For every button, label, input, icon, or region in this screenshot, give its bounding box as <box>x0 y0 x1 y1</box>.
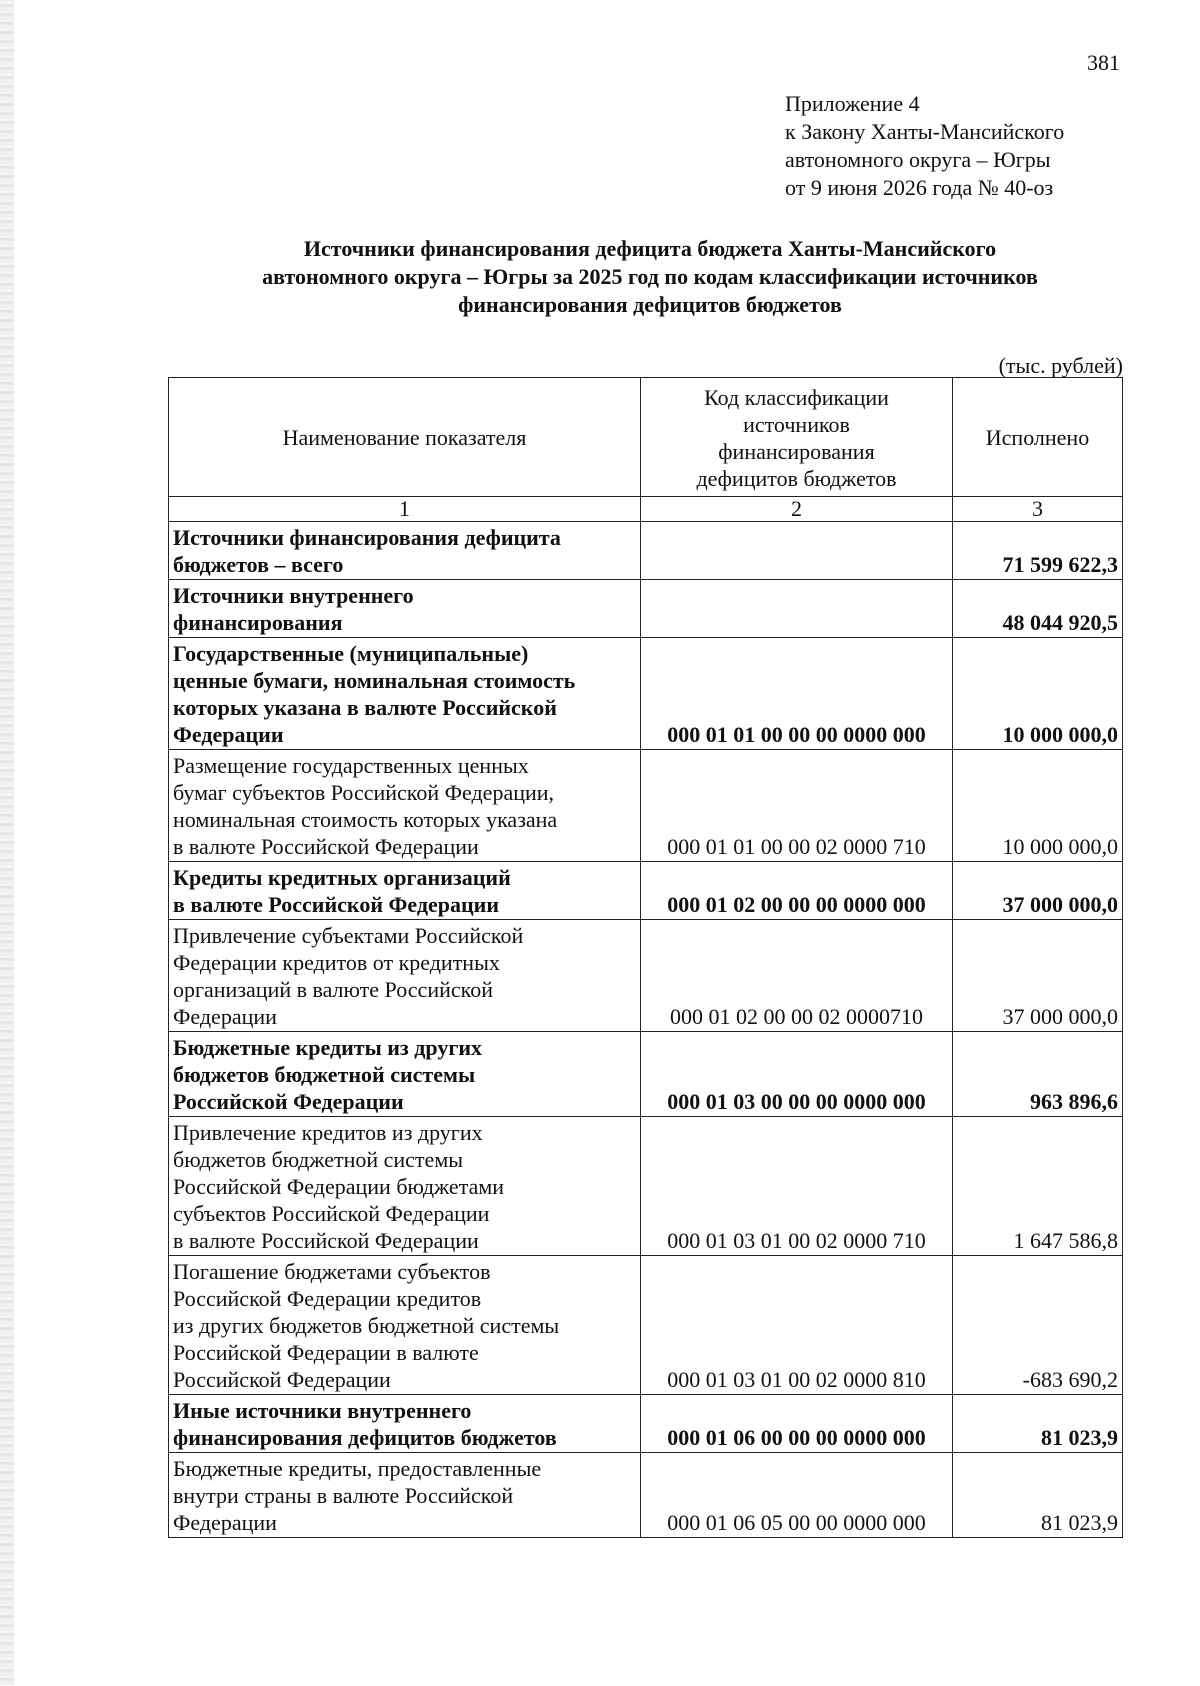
row-name-line: Привлечение кредитов из других <box>173 1120 483 1145</box>
row-value: 81 023,9 <box>953 1453 1123 1538</box>
column-number: 2 <box>641 497 953 522</box>
header-done: Исполнено <box>953 378 1123 497</box>
appendix-line: Приложение 4 <box>785 91 920 116</box>
row-name-line: бумаг субъектов Российской Федерации, <box>173 780 555 805</box>
row-name-line: Бюджетные кредиты, предоставленные <box>173 1456 542 1481</box>
document-title <box>170 235 1130 319</box>
row-name-line: Российской Федерации кредитов <box>173 1286 482 1311</box>
row-name <box>169 1395 641 1453</box>
row-name-line: Источники внутреннего <box>173 583 414 608</box>
header-code-line: финансирования <box>718 438 875 464</box>
row-name <box>169 750 641 862</box>
row-name-line: Российской Федерации <box>173 1367 391 1392</box>
row-name <box>169 862 641 920</box>
row-code: 000 01 02 00 00 00 0000 000 <box>641 862 953 920</box>
appendix-block <box>785 90 1165 202</box>
row-name-line: Размещение государственных ценных <box>173 753 529 778</box>
header-code <box>641 378 953 497</box>
row-name <box>169 580 641 638</box>
row-name-line: которых указана в валюте Российской <box>173 695 557 720</box>
row-name-line: Источники финансирования дефицита <box>173 525 561 550</box>
table-header-row <box>169 378 1123 497</box>
row-code: 000 01 06 05 00 00 0000 000 <box>641 1453 953 1538</box>
row-code: 000 01 03 01 00 02 0000 710 <box>641 1117 953 1256</box>
title-line: автономного округа – Югры за 2025 год по кодам классификации источников <box>262 264 1038 289</box>
row-name-line: финансирования дефицитов бюджетов <box>173 1425 557 1450</box>
units-label: (тыс. рублей) <box>998 353 1123 378</box>
row-value: 37 000 000,0 <box>953 862 1123 920</box>
appendix-line: к Закону Ханты-Мансийского <box>785 119 1065 144</box>
row-code: 000 01 01 00 00 02 0000 710 <box>641 750 953 862</box>
row-name <box>169 638 641 750</box>
page-number: 381 <box>1087 50 1120 75</box>
header-code-line: дефицитов бюджетов <box>696 465 897 491</box>
row-name <box>169 1453 641 1538</box>
column-number: 1 <box>169 497 641 522</box>
row-value: 963 896,6 <box>953 1032 1123 1117</box>
appendix-line: автономного округа – Югры <box>785 147 1051 172</box>
row-name-line: Федерации <box>173 1004 277 1029</box>
row-code <box>641 580 953 638</box>
row-name-line: Иные источники внутреннего <box>173 1398 472 1423</box>
row-code: 000 01 03 00 00 00 0000 000 <box>641 1032 953 1117</box>
row-name-line: Федерации <box>173 722 284 747</box>
column-number: 3 <box>953 497 1123 522</box>
column-number-row <box>169 497 1123 522</box>
table-row <box>169 1395 1123 1453</box>
row-name <box>169 920 641 1032</box>
row-value: 71 599 622,3 <box>953 522 1123 580</box>
row-name-line: Бюджетные кредиты из других <box>173 1035 483 1060</box>
row-code: 000 01 06 00 00 00 0000 000 <box>641 1395 953 1453</box>
row-name-line: финансирования <box>173 610 343 635</box>
row-name-line: бюджетов бюджетной системы <box>173 1147 464 1172</box>
row-code: 000 01 02 00 00 02 0000710 <box>641 920 953 1032</box>
header-code-line: источников <box>743 411 850 437</box>
row-value: 10 000 000,0 <box>953 750 1123 862</box>
row-value: 48 044 920,5 <box>953 580 1123 638</box>
row-name-line: внутри страны в валюте Российской <box>173 1483 514 1508</box>
table-row <box>169 750 1123 862</box>
row-value: 37 000 000,0 <box>953 920 1123 1032</box>
header-code-line: Код классификации <box>704 384 889 410</box>
row-name <box>169 1117 641 1256</box>
table-row <box>169 1117 1123 1256</box>
row-name <box>169 1256 641 1395</box>
table-row <box>169 920 1123 1032</box>
table-row <box>169 580 1123 638</box>
row-name-line: Погашение бюджетами субъектов <box>173 1259 491 1284</box>
table-row <box>169 638 1123 750</box>
table-row <box>169 522 1123 580</box>
row-name-line: в валюте Российской Федерации <box>173 1228 479 1253</box>
row-name-line: Привлечение субъектами Российской <box>173 923 524 948</box>
row-value: 81 023,9 <box>953 1395 1123 1453</box>
row-name-line: в валюте Российской Федерации <box>173 834 479 859</box>
row-value: 1 647 586,8 <box>953 1117 1123 1256</box>
table-row <box>169 1032 1123 1117</box>
row-code: 000 01 01 00 00 00 0000 000 <box>641 638 953 750</box>
row-name-line: Российской Федерации в валюте <box>173 1340 479 1365</box>
scan-edge-shadow <box>0 0 14 1686</box>
title-line: финансирования дефицитов бюджетов <box>458 292 842 317</box>
row-value: -683 690,2 <box>953 1256 1123 1395</box>
row-name-line: субъектов Российской Федерации <box>173 1201 490 1226</box>
row-name-line: номинальная стоимость которых указана <box>173 807 558 832</box>
table-row <box>169 1453 1123 1538</box>
row-name <box>169 1032 641 1117</box>
row-name-line: Федерации кредитов от кредитных <box>173 950 500 975</box>
row-name-line: Российской Федерации бюджетами <box>173 1174 505 1199</box>
financing-sources-table <box>168 377 1123 1538</box>
header-name: Наименование показателя <box>169 378 641 497</box>
appendix-line: от 9 июня 2026 года № 40-оз <box>785 175 1054 200</box>
table-row <box>169 862 1123 920</box>
row-name-line: Кредиты кредитных организаций <box>173 865 511 890</box>
row-value: 10 000 000,0 <box>953 638 1123 750</box>
table-row <box>169 1256 1123 1395</box>
row-name-line: бюджетов – всего <box>173 552 344 577</box>
row-code: 000 01 03 01 00 02 0000 810 <box>641 1256 953 1395</box>
row-code <box>641 522 953 580</box>
row-name-line: ценные бумаги, номинальная стоимость <box>173 668 576 693</box>
row-name-line: Российской Федерации <box>173 1089 404 1114</box>
row-name-line: Государственные (муниципальные) <box>173 641 529 666</box>
row-name-line: бюджетов бюджетной системы <box>173 1062 476 1087</box>
row-name-line: из других бюджетов бюджетной системы <box>173 1313 560 1338</box>
table-body <box>169 522 1123 1538</box>
row-name-line: организаций в валюте Российской <box>173 977 493 1002</box>
row-name <box>169 522 641 580</box>
title-line: Источники финансирования дефицита бюджета Ханты-Мансийского <box>303 236 997 261</box>
row-name-line: в валюте Российской Федерации <box>173 892 500 917</box>
row-name-line: Федерации <box>173 1510 277 1535</box>
